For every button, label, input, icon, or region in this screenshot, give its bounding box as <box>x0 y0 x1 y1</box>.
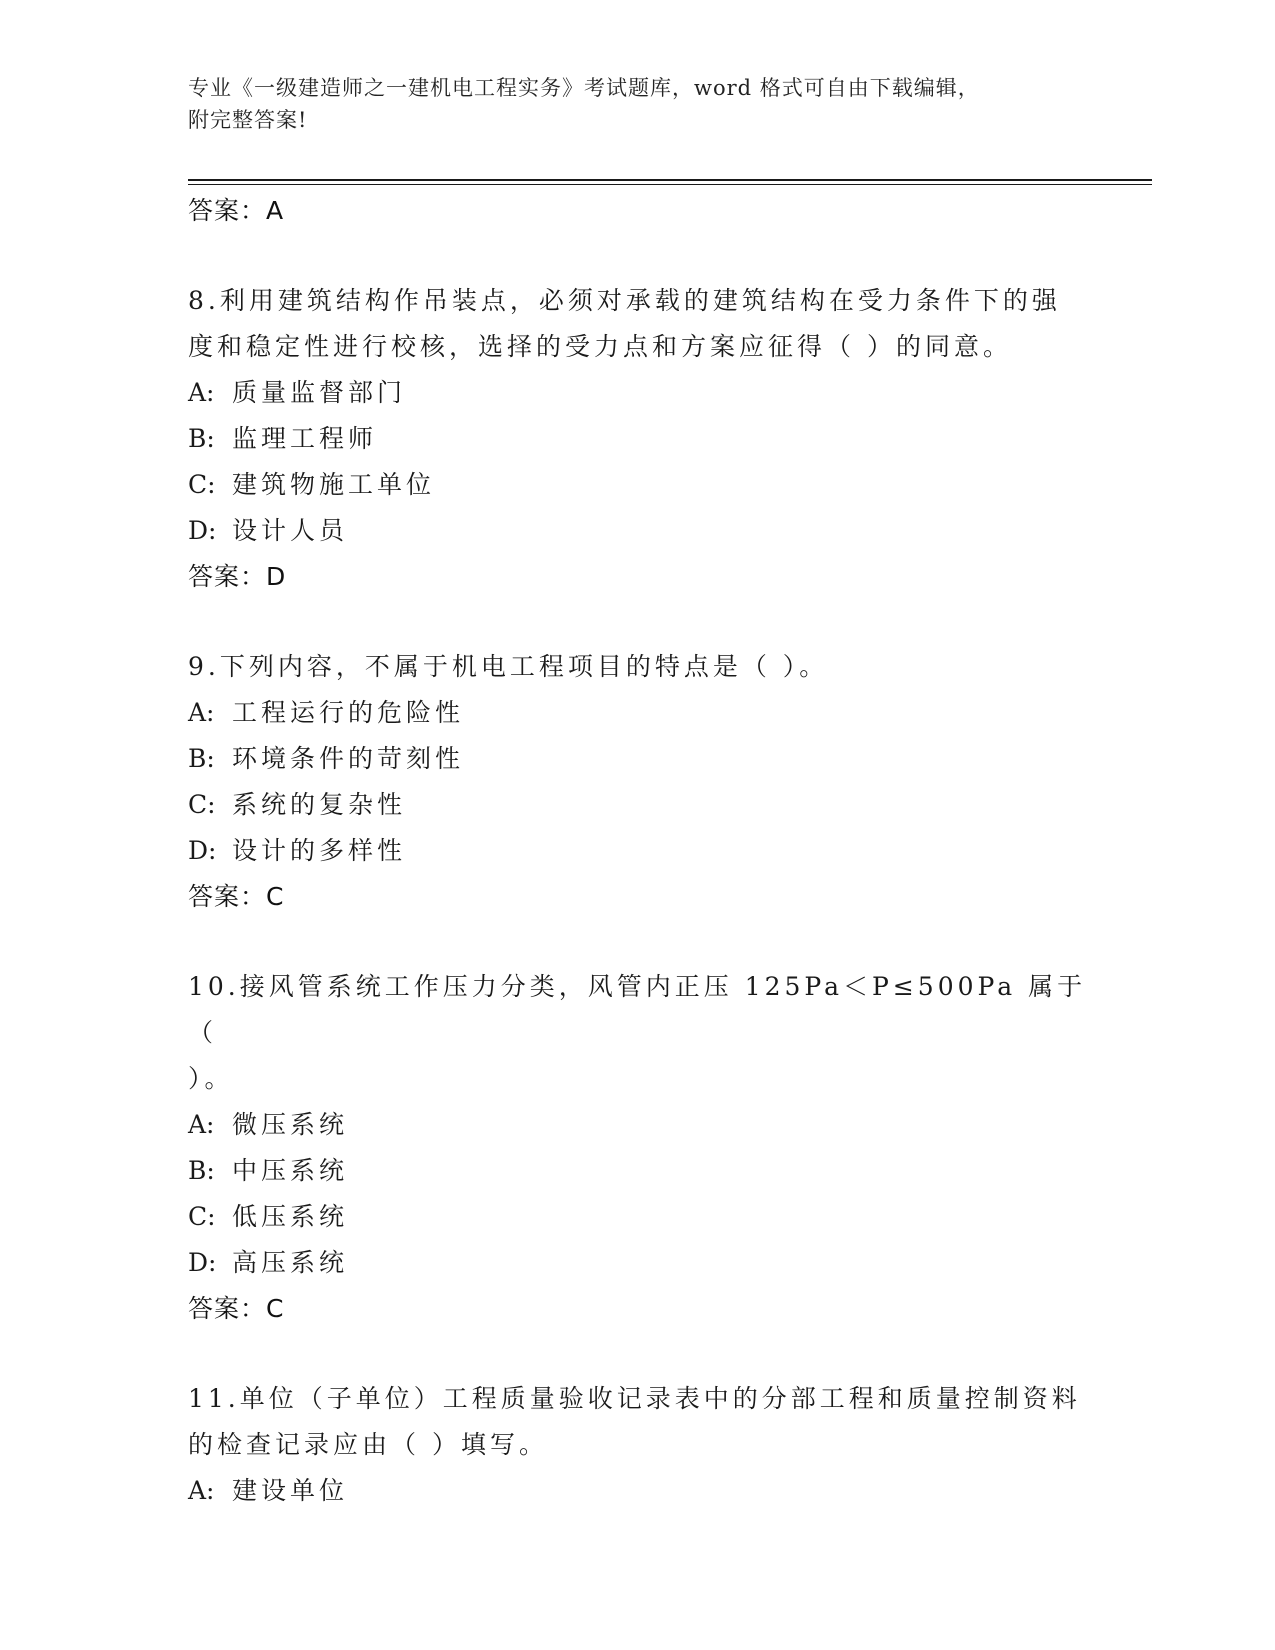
question-9-answer: 答案：C <box>188 882 285 911</box>
question-list <box>188 188 1088 1514</box>
option-key: D: <box>188 516 217 545</box>
option-text: 建筑物施工单位 <box>232 470 436 499</box>
answer-previous: 答案：A <box>188 196 285 225</box>
question-10-line-2: ）。 <box>188 1064 234 1093</box>
option-text: 中压系统 <box>232 1156 349 1185</box>
option-text: 环境条件的苛刻性 <box>232 744 465 773</box>
question-10-option-b <box>188 1148 1088 1194</box>
question-10-answer: 答案：C <box>188 1294 285 1323</box>
option-text: 系统的复杂性 <box>232 790 407 819</box>
question-8-answer: 答案：D <box>188 562 287 591</box>
option-key: A: <box>188 1476 215 1505</box>
question-9-line-1: 9.下列内容，不属于机电工程项目的特点是（ ）。 <box>188 652 829 681</box>
question-9-option-a <box>188 690 1088 736</box>
question-8-option-c <box>188 462 1088 508</box>
question-8-line-2: 度和稳定性进行校核，选择的受力点和方案应征得（ ）的同意。 <box>188 332 1012 361</box>
option-key: B: <box>188 744 215 773</box>
question-10-option-c <box>188 1194 1088 1240</box>
question-8-option-a <box>188 370 1088 416</box>
question-9-option-c <box>188 782 1088 828</box>
option-key: A: <box>188 1110 215 1139</box>
question-10-option-a <box>188 1102 1088 1148</box>
question-block-8 <box>188 278 1088 600</box>
option-key: C: <box>188 790 216 819</box>
option-text: 建设单位 <box>232 1476 349 1505</box>
question-11-line-2: 的检查记录应由（ ）填写。 <box>188 1430 548 1459</box>
option-key: A: <box>188 378 215 407</box>
header-line-2: 附完整答案! <box>188 108 308 132</box>
question-9-option-d <box>188 828 1088 874</box>
option-key: B: <box>188 424 215 453</box>
question-11-option-a <box>188 1468 1088 1514</box>
option-key: C: <box>188 1202 216 1231</box>
spacer <box>188 920 1088 964</box>
option-key: D: <box>188 1248 217 1277</box>
header-divider-thin <box>188 184 1152 185</box>
option-text: 设计的多样性 <box>232 836 407 865</box>
option-key: C: <box>188 470 216 499</box>
document-header <box>188 72 1088 136</box>
option-key: B: <box>188 1156 215 1185</box>
spacer <box>188 234 1088 278</box>
header-divider-thick <box>188 179 1152 181</box>
option-text: 高压系统 <box>232 1248 349 1277</box>
question-block-9 <box>188 644 1088 920</box>
question-8-option-b <box>188 416 1088 462</box>
spacer <box>188 1332 1088 1376</box>
question-10-line-1: 10.接风管系统工作压力分类，风管内正压 125Pa＜P≤500Pa 属于（ <box>188 972 1087 1047</box>
question-8-line-1: 8.利用建筑结构作吊装点，必须对承载的建筑结构在受力条件下的强 <box>188 286 1061 315</box>
option-text: 微压系统 <box>232 1110 349 1139</box>
option-text: 工程运行的危险性 <box>232 698 465 727</box>
spacer <box>188 600 1088 644</box>
option-text: 低压系统 <box>232 1202 349 1231</box>
option-key: D: <box>188 836 217 865</box>
option-text: 监理工程师 <box>232 424 378 453</box>
option-key: A: <box>188 698 215 727</box>
question-block-11 <box>188 1376 1088 1514</box>
option-text: 质量监督部门 <box>232 378 407 407</box>
option-text: 设计人员 <box>232 516 349 545</box>
question-block-10 <box>188 964 1088 1332</box>
question-10-option-d <box>188 1240 1088 1286</box>
question-8-option-d <box>188 508 1088 554</box>
question-9-option-b <box>188 736 1088 782</box>
header-line-1: 专业《一级建造师之一建机电工程实务》考试题库，word 格式可自由下载编辑， <box>188 76 980 100</box>
question-11-line-1: 11.单位（子单位）工程质量验收记录表中的分部工程和质量控制资料 <box>188 1384 1081 1413</box>
